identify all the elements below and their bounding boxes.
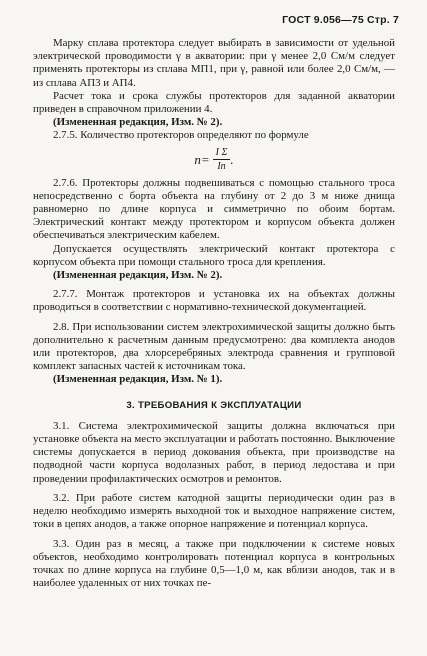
paragraph: 2.8. При использовании систем электрохимической защиты должно быть дополнительно к расчетным данным предусмотрено: два комплекта анодов или протекторов, два хлорсеребряных электрода сравнения и групповой комплект запасных частей к источникам тока. [33, 320, 395, 373]
revision-note: (Измененная редакция, Изм. № 2). [53, 269, 223, 282]
paragraph: 3.3. Один раз в месяц, а также при подключении к системе новых объектов, необходимо контролировать потенциал корпуса в контрольных точках по длине корпуса на глубине 0,5—1,0 м, как вблизи анодов, так и в наиболее удаленных от них точках пе- [33, 537, 395, 590]
page-header: ГОСТ 9.056—75 Стр. 7 [282, 14, 399, 26]
paragraph: 2.7.5. Количество протекторов определяют по формуле [53, 129, 309, 142]
body-text [33, 37, 395, 590]
formula-end: . [230, 152, 234, 168]
revision-note: (Измененная редакция, Изм. № 2). [53, 116, 223, 129]
paragraph: Марку сплава протектора следует выбирать в зависимости от удельной электрической проводимости γ в акватории: при γ менее 2,0 См/м следует применять протекторы из сплава МП1, при γ, равной или более 2,0 См/м, — из сплава АП3 и АП4. [33, 37, 395, 89]
formula-denominator: Iп [217, 161, 226, 173]
paragraph: 3.1. Система электрохимической защиты должна включаться при установке объекта на место эксплуатации и работать постоянно. Выключение системы допускается в период докования объекта, при производстве на подводной части корпуса водолазных работ, в период ледостава и при проведении профилактических осмотров и ремонтов. [33, 419, 395, 485]
revision-note: (Измененная редакция, Изм. № 1). [53, 373, 223, 386]
paragraph: 2.7.7. Монтаж протекторов и установка их на объектах должны проводиться в соответствии с нормативно-технической документацией. [33, 288, 395, 314]
paragraph: 2.7.6. Протекторы должны подвешиваться с помощью стального троса непосредственно с борта объекта на глубину от 2 до 3 м ниже днища равномерно по длине корпуса и симметрично по обоим бортам. Электрический контакт между протектором и корпусом объекта должен обеспечиваться электрическим кабелем. [33, 176, 395, 242]
section-title: 3. ТРЕБОВАНИЯ К ЭКСПЛУАТАЦИИ [126, 399, 302, 411]
paragraph: 3.2. При работе систем катодной защиты периодически один раз в неделю необходимо измерять выходной ток и выходное напряжение систем, токи в цепях анодов, а также опорное напряжение и потенциал корпуса. [33, 491, 395, 531]
formula [33, 143, 395, 177]
formula-lhs: n= [194, 152, 210, 168]
formula-numerator: I Σ [213, 146, 231, 160]
paragraph: Расчет тока и срока службы протекторов для заданной акватории приведен в справочном приложении 4. [33, 89, 395, 116]
formula-fraction [213, 146, 234, 173]
paragraph: Допускается осуществлять электрический контакт протектора с корпусом объекта при помощи стального троса для крепления. [33, 242, 395, 268]
